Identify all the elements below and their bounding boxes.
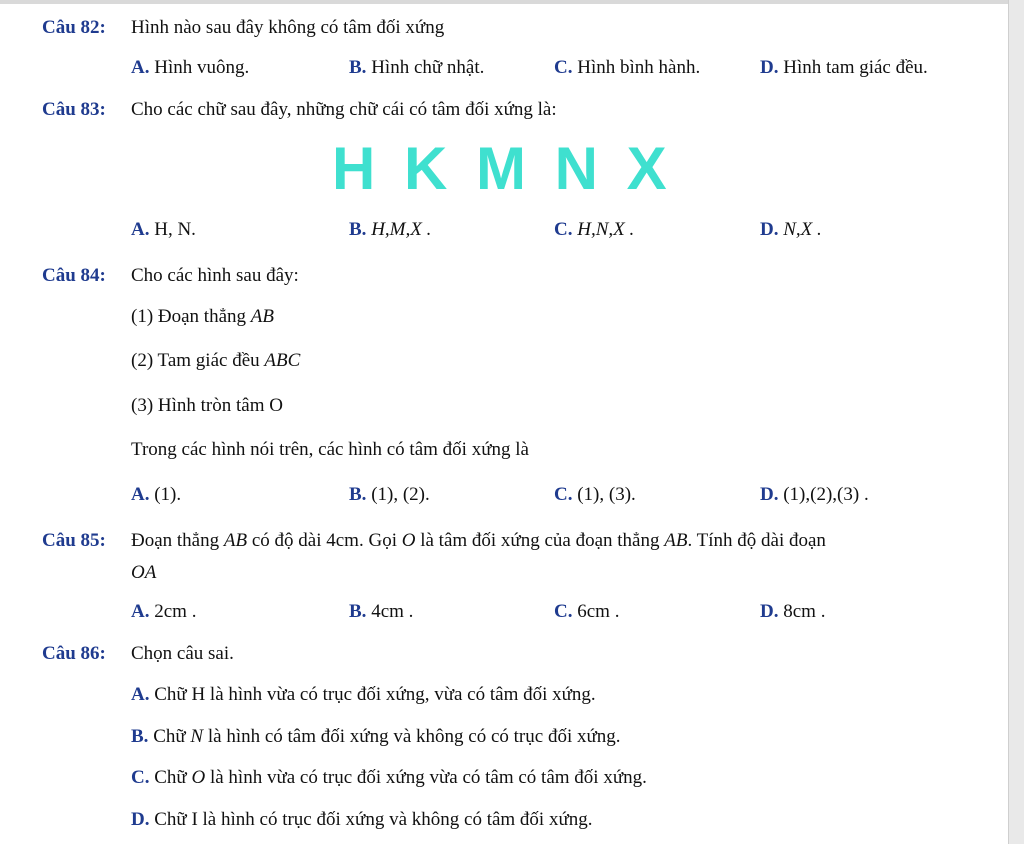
option-a [131, 600, 196, 624]
option-a [131, 483, 181, 507]
option-key: A. [131, 684, 150, 705]
math-symbol: O [401, 530, 416, 551]
question-label: Câu 85: [42, 530, 106, 551]
option-text: 4cm . [371, 601, 414, 622]
option-c [554, 483, 636, 507]
question-label: Câu 83: [42, 99, 106, 120]
math-value: 4cm [326, 530, 359, 551]
option-key: D. [760, 219, 779, 240]
option-key: B. [349, 57, 367, 78]
option-text: Hình bình hành. [577, 57, 701, 78]
option-c [554, 218, 634, 242]
option-b [131, 725, 621, 749]
option-key: A. [131, 484, 150, 505]
option-text: (1),(2),(3) . [783, 484, 869, 505]
option-text: Hình chữ nhật. [371, 57, 485, 78]
option-key: B. [131, 726, 149, 747]
option-text: Hình vuông. [154, 57, 250, 78]
math-symbol: AB [223, 530, 248, 551]
option-a [131, 56, 249, 80]
list-item [131, 305, 274, 329]
text-run: . Gọi [358, 530, 397, 551]
math-symbol: AB [250, 306, 274, 327]
option-text: H,M,X . [371, 219, 432, 240]
question-text: Chọn câu sai. [131, 643, 234, 664]
list-item [131, 349, 300, 373]
option-b [349, 218, 431, 242]
question-text: Hình nào sau đây không có tâm đối xứng [131, 17, 445, 38]
math-symbol: ABC [264, 350, 301, 371]
option-c [131, 766, 647, 790]
option-text: N,X . [783, 219, 822, 240]
text-run: là tâm đối xứng của đoạn thẳng [420, 530, 660, 551]
list-item: (3) Hình tròn tâm O [131, 395, 283, 416]
question-label: Câu 82: [42, 17, 106, 38]
item-text: (1) Đoạn thẳng [131, 306, 247, 327]
option-text: Chữ H là hình vừa có trục đối xứng, vừa có tâm đối xứng. [154, 684, 596, 705]
text-run: Đoạn thẳng [131, 530, 220, 551]
question-86 [42, 642, 106, 666]
math-symbol: N [190, 726, 204, 747]
letters-figure: H K M N X [332, 135, 673, 202]
question-text [131, 529, 826, 553]
option-text: 6cm . [577, 601, 620, 622]
option-text: Hình tam giác đều. [783, 57, 928, 78]
option-b [349, 600, 413, 624]
option-key: A. [131, 219, 150, 240]
option-a [131, 683, 596, 707]
option-key: D. [760, 484, 779, 505]
option-key: C. [131, 767, 150, 788]
question-label: Câu 86: [42, 643, 106, 664]
option-text: H,N,X . [577, 219, 635, 240]
option-key: D. [760, 601, 779, 622]
question-text: Cho các chữ sau đây, những chữ cái có tâm đối xứng là: [131, 99, 557, 120]
math-symbol: O [191, 767, 206, 788]
question-label: Câu 84: [42, 265, 106, 286]
question-text: Cho các hình sau đây: [131, 265, 299, 286]
option-d [760, 218, 822, 242]
option-key: D. [760, 57, 779, 78]
option-key: C. [554, 601, 573, 622]
option-text: (1), (3). [577, 484, 636, 505]
option-d [760, 600, 825, 624]
option-key: A. [131, 601, 150, 622]
option-key: B. [349, 601, 367, 622]
question-82 [42, 16, 106, 40]
window-edge [1009, 0, 1024, 844]
option-text: Chữ I là hình có trục đối xứng và không có tâm đối xứng. [154, 809, 593, 830]
option-c [554, 56, 700, 80]
option-text: Chữ [154, 767, 187, 788]
option-d [760, 56, 928, 80]
option-d [131, 808, 593, 832]
option-text: là hình có tâm đối xứng và không có có trục đối xứng. [207, 726, 621, 747]
top-border [0, 0, 1008, 4]
option-d [760, 483, 869, 507]
option-key: C. [554, 219, 573, 240]
text-run: có độ dài [251, 530, 322, 551]
option-a [131, 218, 196, 242]
option-text: (1). [154, 484, 182, 505]
option-key: C. [554, 484, 573, 505]
math-symbol: OA [131, 562, 157, 583]
option-key: B. [349, 219, 367, 240]
option-text: (1), (2). [371, 484, 430, 505]
option-key: A. [131, 57, 150, 78]
option-text: Chữ [153, 726, 186, 747]
math-symbol: AB [664, 530, 688, 551]
question-85 [42, 529, 106, 553]
question-84 [42, 264, 106, 288]
item-text: (2) Tam giác đều [131, 350, 260, 371]
option-b [349, 483, 430, 507]
option-key: B. [349, 484, 367, 505]
option-key: D. [131, 809, 150, 830]
question-prompt: Trong các hình nói trên, các hình có tâm đối xứng là [131, 439, 529, 460]
option-text: 2cm . [154, 601, 197, 622]
option-text: là hình vừa có trục đối xứng vừa có tâm có tâm đối xứng. [209, 767, 647, 788]
option-b [349, 56, 484, 80]
option-text: 8cm . [783, 601, 826, 622]
question-83 [42, 98, 106, 122]
option-c [554, 600, 619, 624]
option-text: H, N. [154, 219, 196, 240]
text-run: . Tính độ dài đoạn [687, 530, 826, 551]
option-key: C. [554, 57, 573, 78]
